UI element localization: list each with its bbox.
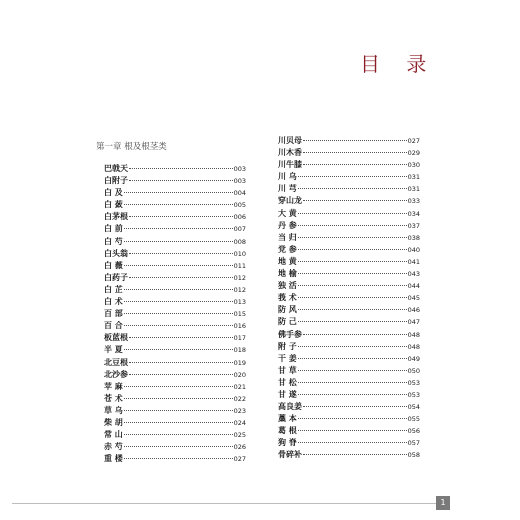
toc-entry[interactable]: [104, 222, 246, 234]
toc-entry-page: 031: [407, 185, 420, 194]
toc-entry-name: 川 乌: [278, 171, 297, 182]
toc-entry-page: 008: [233, 237, 246, 246]
toc-leader-dots: [124, 434, 233, 435]
toc-entry-page: 015: [233, 310, 246, 319]
toc-entry-page: 003: [233, 177, 246, 186]
toc-entry-name: 草 乌: [104, 404, 123, 415]
toc-entry[interactable]: [104, 319, 246, 331]
toc-entry-name: 独 活: [278, 280, 297, 291]
toc-leader-dots: [124, 204, 233, 205]
toc-entry[interactable]: [104, 307, 246, 319]
toc-entry-page: 027: [233, 455, 246, 464]
toc-leader-dots: [298, 249, 407, 250]
toc-leader-dots: [298, 394, 407, 395]
toc-entry-page: 038: [407, 233, 420, 242]
toc-entry-name: 苍 术: [104, 392, 123, 403]
toc-entry-name: 甘 遂: [278, 388, 297, 399]
toc-entry-name: 白 蔹: [104, 199, 123, 210]
toc-entry-name: 板蓝根: [104, 332, 128, 343]
toc-leader-dots: [124, 458, 233, 459]
toc-entry[interactable]: [104, 210, 246, 222]
toc-leader-dots: [303, 406, 407, 407]
toc-leader-dots: [303, 454, 407, 455]
toc-entry-name: 白 术: [104, 296, 123, 307]
footer-rule: [12, 503, 438, 504]
toc-entry-name: 川 芎: [278, 183, 297, 194]
toc-entry-page: 021: [233, 382, 246, 391]
toc-entry[interactable]: [278, 207, 420, 219]
toc-leader-dots: [298, 261, 407, 262]
toc-leader-dots: [303, 152, 407, 153]
toc-entry-page: 024: [233, 418, 246, 427]
toc-entry-name: 葛 根: [278, 425, 297, 436]
toc-entry[interactable]: [104, 235, 246, 247]
toc-entry[interactable]: [278, 340, 420, 352]
toc-entry[interactable]: [278, 412, 420, 424]
toc-entry-page: 026: [233, 443, 246, 452]
toc-entry-name: 白 前: [104, 223, 123, 234]
toc-entry-name: 赤 芍: [104, 441, 123, 452]
toc-entry[interactable]: [104, 247, 246, 259]
toc-entry-name: 骨碎补: [278, 449, 302, 460]
toc-entry-name: 干 姜: [278, 352, 297, 363]
toc-left-column: [104, 162, 246, 464]
toc-entry[interactable]: [278, 219, 420, 231]
page-number: 1: [436, 496, 450, 510]
toc-entry-name: 川木香: [278, 147, 302, 158]
toc-leader-dots: [129, 374, 233, 375]
toc-entry-name: 白头翁: [104, 247, 128, 258]
toc-entry-page: 058: [407, 451, 420, 460]
toc-entry[interactable]: [278, 182, 420, 194]
toc-entry[interactable]: [104, 452, 246, 464]
toc-entry[interactable]: [278, 303, 420, 315]
toc-entry-page: 006: [233, 213, 246, 222]
toc-leader-dots: [298, 418, 407, 419]
toc-entry-page: 003: [233, 165, 246, 173]
toc-leader-dots: [124, 386, 233, 387]
toc-entry-page: 047: [407, 318, 420, 327]
toc-leader-dots: [129, 277, 233, 278]
toc-entry-page: 049: [407, 354, 420, 363]
toc-leader-dots: [124, 313, 233, 314]
toc-leader-dots: [129, 337, 233, 338]
toc-entry-name: 莪 术: [278, 292, 297, 303]
toc-entry-name: 防 己: [278, 316, 297, 327]
toc-entry-name: 大 黄: [278, 207, 297, 218]
toc-entry-name: 地 黄: [278, 255, 297, 266]
toc-entry-page: 055: [407, 415, 420, 424]
toc-entry-name: 川贝母: [278, 135, 302, 145]
toc-entry[interactable]: [104, 259, 246, 271]
toc-entry-name: 苹 麻: [104, 380, 123, 391]
toc-entry[interactable]: [278, 424, 420, 436]
toc-entry-name: 北沙参: [104, 368, 128, 379]
toc-leader-dots: [298, 285, 407, 286]
toc-entry-page: 046: [407, 306, 420, 315]
toc-leader-dots: [298, 382, 407, 383]
toc-entry-page: 012: [233, 273, 246, 282]
toc-entry-name: 白 薇: [104, 259, 123, 270]
toc-leader-dots: [124, 398, 233, 399]
toc-entry-page: 030: [407, 161, 420, 170]
toc-entry[interactable]: [104, 356, 246, 368]
toc-entry-page: 045: [407, 294, 420, 303]
toc-entry[interactable]: [278, 400, 420, 412]
toc-leader-dots: [124, 410, 233, 411]
toc-entry[interactable]: [278, 194, 420, 206]
toc-leader-dots: [124, 228, 233, 229]
toc-leader-dots: [303, 164, 407, 165]
toc-entry-name: 佛手参: [278, 328, 302, 339]
toc-entry-page: 056: [407, 427, 420, 436]
toc-entry-name: 白 芷: [104, 283, 123, 294]
toc-entry-name: 白茅根: [104, 211, 128, 222]
toc-entry[interactable]: [104, 186, 246, 198]
toc-leader-dots: [124, 241, 233, 242]
toc-entry-page: 020: [233, 370, 246, 379]
toc-entry-page: 057: [407, 439, 420, 448]
toc-entry-page: 017: [233, 334, 246, 343]
toc-leader-dots: [298, 237, 407, 238]
toc-entry-name: 穿山龙: [278, 195, 302, 206]
toc-entry-page: 010: [233, 249, 246, 258]
toc-entry-name: 北豆根: [104, 356, 128, 367]
toc-entry[interactable]: [104, 343, 246, 355]
toc-entry-name: 白 芍: [104, 235, 123, 246]
toc-entry-name: 甘 松: [278, 376, 297, 387]
toc-entry-name: 百 部: [104, 308, 123, 319]
toc-entry-page: 053: [407, 390, 420, 399]
toc-leader-dots: [298, 442, 407, 443]
toc-entry[interactable]: [278, 376, 420, 388]
toc-entry-page: 012: [233, 285, 246, 294]
toc-entry-name: 巴戟天: [104, 163, 128, 173]
toc-entry[interactable]: [104, 162, 246, 174]
toc-entry-page: 029: [407, 149, 420, 158]
toc-leader-dots: [124, 289, 233, 290]
toc-entry[interactable]: [104, 428, 246, 440]
toc-entry-page: 027: [407, 137, 420, 145]
toc-leader-dots: [303, 140, 407, 141]
toc-entry-page: 023: [233, 406, 246, 415]
toc-entry-name: 地 榆: [278, 268, 297, 279]
toc-entry[interactable]: [104, 404, 246, 416]
toc-entry-page: 034: [407, 209, 420, 218]
toc-entry[interactable]: [278, 328, 420, 340]
toc-right-column: [278, 134, 420, 461]
toc-entry[interactable]: [278, 315, 420, 327]
toc-entry[interactable]: [104, 295, 246, 307]
toc-entry[interactable]: [278, 231, 420, 243]
toc-entry[interactable]: [278, 352, 420, 364]
toc-entry-page: 011: [233, 261, 246, 270]
toc-leader-dots: [129, 180, 233, 181]
toc-entry[interactable]: [104, 174, 246, 186]
toc-entry-name: 半 夏: [104, 344, 123, 355]
toc-entry-name: 白药子: [104, 271, 128, 282]
toc-leader-dots: [298, 213, 407, 214]
toc-entry[interactable]: [104, 331, 246, 343]
toc-entry-page: 050: [407, 366, 420, 375]
toc-leader-dots: [124, 325, 233, 326]
toc-entry[interactable]: [278, 134, 420, 146]
toc-entry[interactable]: [278, 243, 420, 255]
toc-leader-dots: [298, 321, 407, 322]
toc-leader-dots: [298, 297, 407, 298]
toc-entry[interactable]: [278, 170, 420, 182]
toc-leader-dots: [129, 253, 233, 254]
toc-entry-name: 常 山: [104, 429, 123, 440]
toc-entry-name: 党 参: [278, 243, 297, 254]
toc-entry[interactable]: [104, 368, 246, 380]
toc-entry[interactable]: [104, 380, 246, 392]
toc-leader-dots: [124, 422, 233, 423]
toc-entry[interactable]: [278, 267, 420, 279]
toc-entry-name: 藁 本: [278, 413, 297, 424]
toc-leader-dots: [124, 446, 233, 447]
toc-leader-dots: [129, 362, 233, 363]
toc-entry-name: 当 归: [278, 231, 297, 242]
toc-entry-page: 048: [407, 342, 420, 351]
toc-leader-dots: [303, 334, 407, 335]
toc-entry-page: 043: [407, 270, 420, 279]
toc-entry-page: 053: [407, 378, 420, 387]
toc-leader-dots: [298, 225, 407, 226]
toc-entry-page: 044: [407, 282, 420, 291]
toc-entry-page: 033: [407, 197, 420, 206]
toc-entry-name: 狗 脊: [278, 437, 297, 448]
toc-entry-name: 白 及: [104, 187, 123, 198]
toc-leader-dots: [129, 216, 233, 217]
toc-entry-name: 甘 草: [278, 364, 297, 375]
toc-entry-name: 防 风: [278, 304, 297, 315]
toc-entry[interactable]: [278, 146, 420, 158]
toc-entry[interactable]: [278, 388, 420, 400]
toc-leader-dots: [129, 168, 233, 169]
toc-entry-page: 022: [233, 394, 246, 403]
toc-entry[interactable]: [278, 291, 420, 303]
toc-entry-name: 川牛膝: [278, 159, 302, 170]
toc-entry[interactable]: [278, 255, 420, 267]
toc-entry[interactable]: [104, 440, 246, 452]
page-footer: [0, 500, 520, 508]
chapter-heading: 第一章 根及根茎类: [96, 142, 167, 152]
toc-leader-dots: [298, 370, 407, 371]
toc-entry-page: 037: [407, 221, 420, 230]
toc-entry-name: 柴 胡: [104, 416, 123, 427]
toc-entry-page: 018: [233, 346, 246, 355]
toc-entry[interactable]: [104, 392, 246, 404]
toc-entry[interactable]: [104, 198, 246, 210]
toc-entry-page: 040: [407, 245, 420, 254]
toc-leader-dots: [124, 301, 233, 302]
toc-leader-dots: [298, 176, 407, 177]
toc-entry-page: 054: [407, 403, 420, 412]
toc-entry-page: 005: [233, 201, 246, 210]
toc-entry-page: 048: [407, 330, 420, 339]
toc-entry-page: 016: [233, 322, 246, 331]
toc-entry[interactable]: [104, 416, 246, 428]
toc-leader-dots: [298, 430, 407, 431]
toc-leader-dots: [124, 349, 233, 350]
toc-entry-name: 重 楼: [104, 453, 123, 464]
toc-entry-name: 高良姜: [278, 401, 302, 412]
toc-entry-name: 白附子: [104, 175, 128, 186]
toc-entry[interactable]: [278, 436, 420, 448]
toc-entry-page: 013: [233, 298, 246, 307]
toc-entry-page: 025: [233, 431, 246, 440]
toc-entry-page: 004: [233, 189, 246, 198]
toc-entry-page: 007: [233, 225, 246, 234]
toc-leader-dots: [298, 273, 407, 274]
toc-entry[interactable]: [278, 279, 420, 291]
toc-entry[interactable]: [278, 364, 420, 376]
toc-leader-dots: [298, 346, 407, 347]
toc-entry-page: 041: [407, 257, 420, 266]
toc-entry-page: 031: [407, 173, 420, 182]
toc-entry-page: 019: [233, 358, 246, 367]
toc-title: 目 录: [360, 52, 437, 76]
toc-leader-dots: [298, 188, 407, 189]
toc-entry-name: 百 合: [104, 320, 123, 331]
toc-leader-dots: [303, 200, 407, 201]
toc-entry[interactable]: [278, 158, 420, 170]
toc-entry[interactable]: [104, 271, 246, 283]
toc-entry-name: 丹 参: [278, 219, 297, 230]
toc-leader-dots: [298, 358, 407, 359]
toc-entry[interactable]: [104, 283, 246, 295]
toc-leader-dots: [124, 265, 233, 266]
toc-leader-dots: [124, 192, 233, 193]
toc-leader-dots: [298, 309, 407, 310]
toc-entry-name: 附 子: [278, 340, 297, 351]
toc-entry[interactable]: [278, 448, 420, 460]
